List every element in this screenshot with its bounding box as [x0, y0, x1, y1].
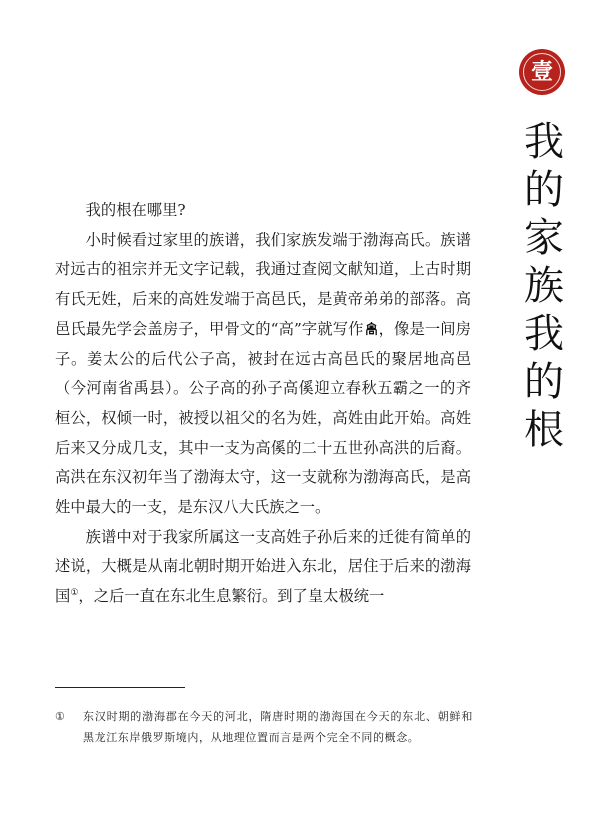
title-char: 的	[524, 359, 564, 405]
footnote-divider	[55, 687, 185, 688]
title-char: 的	[524, 167, 564, 213]
paragraph-text: ，之后一直在东北生息繁衍。到了皇太极统一	[78, 587, 385, 606]
title-char: 我	[524, 119, 564, 165]
footnote-mark: ①	[55, 710, 65, 723]
chapter-seal	[519, 49, 565, 95]
body-text	[55, 196, 471, 612]
paragraph-text: 小时候看过家里的族谱，我们家族发端于渤海高氏。族谱对远古的祖宗并无文字记载，我通过查阅文献知道，上古时期有氏无姓，后来的高姓发端于高邑氏，是黄帝弟弟的部落。高邑氏最先学会盖房子，甲骨文的	[55, 230, 471, 338]
title-char: 族	[524, 263, 564, 309]
oracle-bone-gao-icon	[364, 321, 379, 336]
paragraph-text: ，像是一间房子。姜太公的后代公子高，被封在远古高邑氏的聚居地高邑（今河南省禹县）。公子高的孙子高傒迎立春秋五霸之一的齐桓公，权倾一时，被授以祖父的名为姓，高姓由此开始。高姓后来又分成几支，其中一支为高傒的二十五世孙高洪的后裔。高洪在东汉初年当了渤海太守，这一支就称为渤海高氏，是高姓中最大的一支，是东汉八大氏族之一。	[55, 319, 471, 517]
title-char: 家	[524, 215, 564, 261]
footnote-text: 东汉时期的渤海郡在今天的河北，隋唐时期的渤海国在今天的东北、朝鲜和黑龙江东岸俄罗斯境内，从地理位置而言是两个完全不同的概念。	[83, 710, 473, 744]
chapter-title	[522, 118, 566, 454]
seal-char: 壹	[523, 53, 561, 91]
paragraph-text: 族谱中对于我家所属这一支高姓子孙后来的迁徙有简单的述说，大概是从南北朝时期开始进入东北，居住于后来的渤海国	[55, 527, 471, 606]
footnote-ref[interactable]: ①	[70, 588, 79, 599]
footnote	[55, 706, 473, 748]
paragraph	[55, 226, 471, 523]
title-char: 我	[524, 311, 564, 357]
paragraph	[55, 523, 471, 612]
quote-text: “高”字就写作	[270, 319, 364, 338]
paragraph: 我的根在哪里?	[85, 201, 186, 219]
title-char: 根	[524, 407, 564, 453]
